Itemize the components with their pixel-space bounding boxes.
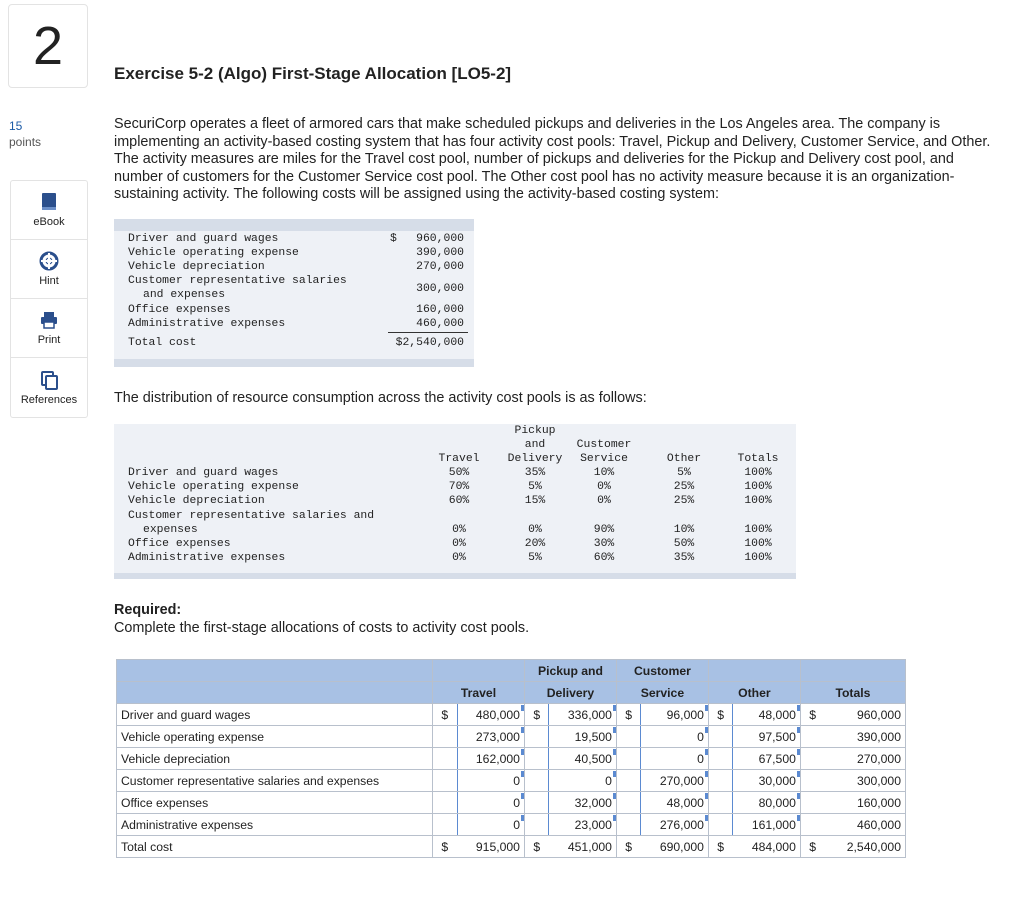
- dist-cell: 25%: [673, 495, 695, 507]
- dollar-sign: $: [524, 836, 548, 858]
- grand-total: 2,540,000: [824, 836, 905, 858]
- customer-service-input[interactable]: 270,000: [640, 770, 708, 792]
- dist-cell: 0%: [452, 552, 466, 564]
- table-row: [117, 748, 906, 770]
- dist-cell: 90%: [593, 524, 615, 536]
- cost-row: [114, 233, 474, 247]
- dollar-blank: [433, 726, 457, 748]
- header-other: Other: [666, 453, 702, 465]
- dollar-blank: [524, 792, 548, 814]
- dist-row-label: Administrative expenses: [128, 552, 286, 564]
- dist-cell: 100%: [744, 481, 772, 493]
- row-total: 160,000: [824, 792, 905, 814]
- customer-service-input[interactable]: 0: [640, 748, 708, 770]
- dollar-blank: [800, 748, 824, 770]
- references-label: References: [20, 393, 78, 406]
- cost-amount: 390,000: [416, 247, 464, 259]
- row-label: Office expenses: [117, 792, 433, 814]
- dollar-sign: $: [433, 836, 457, 858]
- cost-total-row: [114, 337, 474, 351]
- ebook-button[interactable]: [11, 181, 87, 240]
- dist-cell: 100%: [744, 538, 772, 550]
- row-total: 300,000: [824, 770, 905, 792]
- cost-row: [114, 247, 474, 261]
- other-input[interactable]: 80,000: [732, 792, 800, 814]
- dollar-blank: [800, 814, 824, 836]
- cost-row: [114, 304, 474, 318]
- header-blank: [433, 660, 525, 682]
- dist-cell: 60%: [448, 495, 470, 507]
- row-total: 390,000: [824, 726, 905, 748]
- header-customer-line1: Customer: [576, 439, 632, 451]
- header-customer-line2: Service: [580, 453, 628, 465]
- pickup-delivery-total: 451,000: [548, 836, 616, 858]
- hint-label: Hint: [39, 275, 59, 287]
- dist-cell: 50%: [673, 538, 695, 550]
- cost-total-amount: $2,540,000: [395, 337, 464, 349]
- cost-amount: 960,000: [416, 233, 464, 245]
- dollar-blank: [616, 748, 640, 770]
- dollar-blank: [800, 792, 824, 814]
- dist-cell: 0%: [528, 524, 542, 536]
- header-pickup-line2: Delivery: [524, 682, 616, 704]
- header-travel: Travel: [438, 453, 480, 465]
- travel-input[interactable]: 0: [457, 814, 525, 836]
- cost-row: [114, 261, 474, 275]
- pickup-delivery-input[interactable]: 336,000: [548, 704, 616, 726]
- cost-row-continued: [114, 289, 474, 303]
- dist-row-label: Office expenses: [128, 538, 231, 550]
- printer-icon: [39, 310, 59, 330]
- cost-label: Office expenses: [128, 304, 231, 316]
- header-pickup-line3: Delivery: [507, 453, 563, 465]
- cost-amount: 300,000: [416, 283, 464, 295]
- dist-row-label: Vehicle operating expense: [128, 481, 299, 493]
- dollar-sign: $: [800, 704, 824, 726]
- dist-cell: 10%: [673, 524, 695, 536]
- header-blank: [708, 660, 800, 682]
- customer-service-input[interactable]: 96,000: [640, 704, 708, 726]
- dist-cell: 0%: [597, 481, 611, 493]
- points-label: points: [9, 135, 42, 149]
- problem-intro: SecuriCorp operates a fleet of armored cars that make scheduled pickups and deliveries in the Los Angeles area. The company is implementing an activity-based costing system that has four activity cost pools: Travel, Pickup and Delivery, Customer Service, and Other. The activity measures are miles for the Travel cost pool, number of pickups and deliveries for the Pickup and Delivery cost pool, and number of customers for the Customer Service cost pool. The Other cost pool has no activity measure because it is an organization-sustaining activity. The following costs will be assigned using the activity-based costing system:: [114, 116, 991, 202]
- dollar-blank: [800, 770, 824, 792]
- row-total: 460,000: [824, 814, 905, 836]
- cost-dollar-sign: $: [390, 233, 397, 245]
- dist-row-label: Vehicle depreciation: [128, 495, 265, 507]
- dist-row-label: Driver and guard wages: [128, 467, 279, 479]
- cost-amount: 460,000: [416, 318, 464, 330]
- header-pickup-line2: and: [524, 439, 546, 451]
- dist-cell: 35%: [673, 552, 695, 564]
- dollar-blank: [616, 726, 640, 748]
- required-text: Complete the first-stage allocations of costs to activity cost pools.: [114, 620, 530, 636]
- cost-label: Customer representative salaries: [128, 275, 347, 287]
- dollar-blank: [708, 792, 732, 814]
- tool-sidebar: [10, 180, 88, 418]
- total-label: Total cost: [117, 836, 433, 858]
- cost-amount: 160,000: [416, 304, 464, 316]
- pickup-delivery-input[interactable]: 40,500: [548, 748, 616, 770]
- dollar-sign: $: [708, 704, 732, 726]
- row-total: 960,000: [824, 704, 905, 726]
- table-row: [117, 704, 906, 726]
- header-pickup-line1: Pickup: [514, 425, 556, 437]
- dist-cell: 70%: [448, 481, 470, 493]
- travel-total: 915,000: [457, 836, 525, 858]
- cost-label: and expenses: [143, 289, 226, 301]
- cost-table: [114, 219, 474, 367]
- pickup-delivery-input[interactable]: 32,000: [548, 792, 616, 814]
- customer-service-input[interactable]: 276,000: [640, 814, 708, 836]
- distribution-table-bottom-bar: [114, 573, 796, 579]
- dollar-blank: [800, 726, 824, 748]
- dist-cell: 5%: [677, 467, 691, 479]
- dollar-blank: [524, 726, 548, 748]
- dist-cell: 50%: [448, 467, 470, 479]
- required-heading: Required:: [114, 602, 182, 618]
- dist-cell: 100%: [744, 552, 772, 564]
- header-blank: [117, 682, 433, 704]
- dist-cell: 25%: [673, 481, 695, 493]
- dollar-blank: [708, 814, 732, 836]
- cost-label: Administrative expenses: [128, 318, 286, 330]
- customer-service-input[interactable]: 0: [640, 726, 708, 748]
- dollar-sign: $: [800, 836, 824, 858]
- hint-button[interactable]: [11, 240, 87, 299]
- dollar-sign: $: [433, 704, 457, 726]
- dist-cell: 60%: [593, 552, 615, 564]
- row-label: Driver and guard wages: [117, 704, 433, 726]
- header-customer-line2: Service: [616, 682, 708, 704]
- subtotal-underline: [388, 332, 468, 333]
- travel-input[interactable]: 0: [457, 770, 525, 792]
- customer-service-total: 690,000: [640, 836, 708, 858]
- travel-input[interactable]: 162,000: [457, 748, 525, 770]
- dollar-blank: [616, 792, 640, 814]
- other-input[interactable]: 97,500: [732, 726, 800, 748]
- points-indicator: [9, 118, 41, 150]
- dollar-blank: [524, 770, 548, 792]
- header-totals: Totals: [737, 453, 779, 465]
- dist-cell: 5%: [528, 481, 542, 493]
- other-input[interactable]: 67,500: [732, 748, 800, 770]
- book-icon: [40, 192, 58, 212]
- cost-label: Vehicle depreciation: [128, 261, 265, 273]
- header-blank: [800, 660, 905, 682]
- table-row: [117, 726, 906, 748]
- other-input[interactable]: 161,000: [732, 814, 800, 836]
- dollar-sign: $: [616, 704, 640, 726]
- dollar-blank: [524, 814, 548, 836]
- dist-cell: 0%: [597, 495, 611, 507]
- dist-cell: 100%: [744, 524, 772, 536]
- row-total: 270,000: [824, 748, 905, 770]
- ebook-label: eBook: [33, 216, 65, 228]
- dollar-sign: $: [708, 836, 732, 858]
- header-blank: [117, 660, 433, 682]
- question-number: 2: [8, 4, 88, 88]
- dollar-blank: [616, 770, 640, 792]
- row-label: Vehicle depreciation: [117, 748, 433, 770]
- dist-cell: 100%: [744, 467, 772, 479]
- dist-cell: 15%: [524, 495, 546, 507]
- customer-service-input[interactable]: 48,000: [640, 792, 708, 814]
- cost-row: [114, 318, 474, 332]
- dist-cell: 30%: [593, 538, 615, 550]
- header-customer-line1: Customer: [616, 660, 708, 682]
- distribution-table: [114, 424, 796, 579]
- cost-label: Driver and guard wages: [128, 233, 279, 245]
- dollar-blank: [524, 748, 548, 770]
- other-input[interactable]: 30,000: [732, 770, 800, 792]
- pickup-delivery-input[interactable]: 19,500: [548, 726, 616, 748]
- dist-cell: 10%: [593, 467, 615, 479]
- dist-row-label: Customer representative salaries and: [128, 510, 375, 522]
- row-label: Administrative expenses: [117, 814, 433, 836]
- table-row: [117, 770, 906, 792]
- dollar-blank: [433, 792, 457, 814]
- copy-icon: [39, 370, 59, 390]
- dist-cell: 0%: [452, 524, 466, 536]
- dist-row-label-continued: expenses: [143, 524, 198, 536]
- dist-cell: 20%: [524, 538, 546, 550]
- dollar-blank: [433, 748, 457, 770]
- dollar-blank: [616, 814, 640, 836]
- cost-table-bottom-bar: [114, 359, 474, 367]
- points-value: 15: [9, 119, 23, 133]
- dollar-blank: [708, 726, 732, 748]
- references-button[interactable]: [11, 358, 87, 417]
- dollar-blank: [433, 814, 457, 836]
- dist-cell: 35%: [524, 467, 546, 479]
- other-input[interactable]: 48,000: [732, 704, 800, 726]
- cost-total-label: Total cost: [128, 337, 197, 349]
- header-totals: Totals: [800, 682, 905, 704]
- row-label: Vehicle operating expense: [117, 726, 433, 748]
- dist-cell: 100%: [744, 495, 772, 507]
- cost-label: Vehicle operating expense: [128, 247, 299, 259]
- total-row: [117, 836, 906, 858]
- cost-table-top-bar: [114, 219, 474, 231]
- dollar-blank: [708, 748, 732, 770]
- answer-header-row-2: [117, 682, 906, 704]
- header-other: Other: [708, 682, 800, 704]
- travel-input[interactable]: 273,000: [457, 726, 525, 748]
- row-label: Customer representative salaries and expenses: [117, 770, 433, 792]
- distribution-intro: The distribution of resource consumption across the activity cost pools is as follows:: [114, 390, 647, 406]
- pickup-delivery-input[interactable]: 0: [548, 770, 616, 792]
- header-travel: Travel: [433, 682, 525, 704]
- header-pickup-line1: Pickup and: [524, 660, 616, 682]
- allocation-answer-table: [116, 659, 906, 858]
- print-button[interactable]: [11, 299, 87, 358]
- table-row: [117, 814, 906, 836]
- print-label: Print: [37, 334, 61, 346]
- exercise-title: Exercise 5-2 (Algo) First-Stage Allocation [LO5-2]: [114, 64, 512, 83]
- lifebuoy-icon: [39, 251, 59, 271]
- table-row: [117, 792, 906, 814]
- dollar-blank: [708, 770, 732, 792]
- cost-amount: 270,000: [416, 261, 464, 273]
- dist-cell: 5%: [528, 552, 542, 564]
- dollar-blank: [433, 770, 457, 792]
- pickup-delivery-input[interactable]: 23,000: [548, 814, 616, 836]
- other-total: 484,000: [732, 836, 800, 858]
- travel-input[interactable]: 0: [457, 792, 525, 814]
- dist-cell: 0%: [452, 538, 466, 550]
- dollar-sign: $: [524, 704, 548, 726]
- dollar-sign: $: [616, 836, 640, 858]
- answer-header-row-1: [117, 660, 906, 682]
- travel-input[interactable]: 480,000: [457, 704, 525, 726]
